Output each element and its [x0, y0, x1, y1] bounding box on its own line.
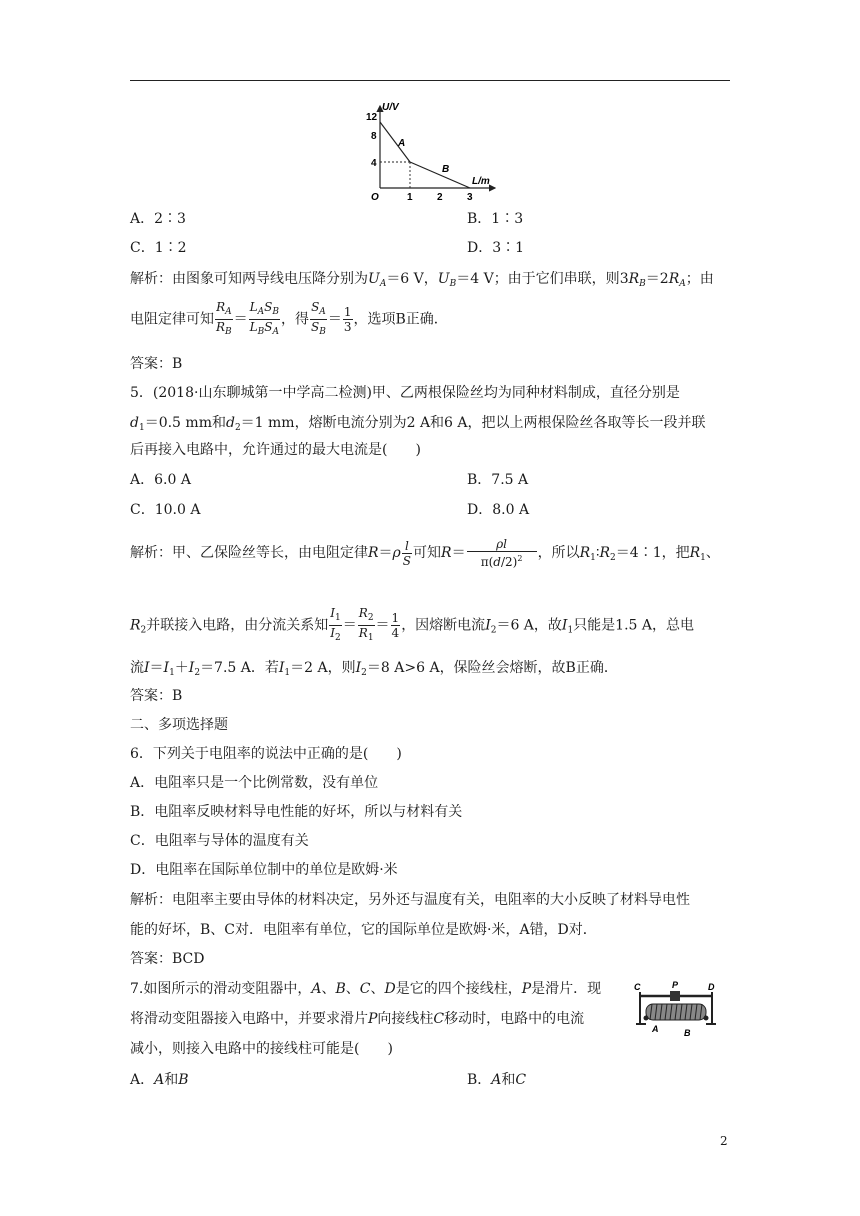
q6-analysis-line1: 解析：电阻率主要由导体的材料决定，另外还与温度有关，电阻率的大小反映了材料导电性	[130, 892, 690, 908]
q5-analysis-line1: 解析：甲、乙保险丝等长，由电阻定律R＝ρ $\frac{l}{S}$ 可知R＝ $\frac{\rho l}{\pi(d/2)^2}$ ，所以$R_1∶R_2=4∶1$，把$R_1$、	[130, 537, 720, 569]
q5-stem-line1: 5．(2018·山东聊城第一中学高二检测)甲、乙两根保险丝均为同种材料制成，直径分别是	[130, 385, 680, 401]
segment-a	[380, 122, 410, 162]
q5-stem-line3: 后再接入电路中，允许通过的最大电流是( )	[130, 442, 421, 458]
label-b: B	[684, 1028, 691, 1038]
y-tick-8: 8	[371, 131, 377, 142]
q5-option-b: B．7.5 A	[467, 472, 529, 488]
x-tick-1: 1	[407, 192, 413, 203]
q6-answer: 答案：BCD	[130, 951, 205, 967]
q6-option-b: B．电阻率反映材料导电性能的好坏，所以与材料有关	[130, 804, 463, 820]
rheostat-figure	[632, 976, 722, 1038]
curve-label-b: B	[442, 164, 450, 175]
page-number: 2	[720, 1134, 728, 1148]
q6-stem: 6．下列关于电阻率的说法中正确的是( )	[130, 746, 402, 762]
q4-option-d: D．3∶1	[467, 240, 525, 256]
segment-b	[410, 162, 470, 188]
q7-option-b: B．A和C	[467, 1072, 527, 1088]
x-tick-3: 3	[467, 192, 473, 203]
curve-label-a: A	[398, 138, 406, 149]
slider-p	[670, 991, 680, 1001]
label-d: D	[708, 982, 715, 992]
q5-analysis-line2: $R_2$并联接入电路，由分流关系知 $\frac{I_1}{I_2}$ ＝ $\frac{R_2}{R_1}$ ＝ $\frac{1}{4}$ ，因熔断电流$I_2=6$ A，故$I_1$只能是1.5 A，总电	[130, 606, 695, 643]
q7-option-a: A．A和B	[130, 1072, 189, 1088]
y-tick-12: 12	[366, 112, 378, 123]
q4-analysis-line2: 电阻定律可知 $\frac{R_A}{R_B}$ ＝ $\frac{L_AS_B}{L_BS_A}$ ，得 $\frac{S_A}{S_B}$ ＝ $\frac{1}{3}$ ，选项B正确．	[130, 300, 448, 337]
q5-answer: 答案：B	[130, 688, 183, 704]
q4-analysis-line1: 解析：由图象可知两导线电压降分别为$U_A=6$ V，$U_B=4$ V；由于它们串联，则$3R_B=2R_A$；由	[130, 271, 714, 289]
x-tick-2: 2	[437, 192, 443, 203]
q4-option-a: A．2∶3	[130, 211, 186, 227]
x-axis-label: L/m	[472, 176, 490, 187]
u-l-graph	[360, 100, 500, 205]
q6-option-c: C．电阻率与导体的温度有关	[130, 833, 309, 849]
q5-option-a: A．6.0 A	[130, 472, 191, 488]
q6-option-a: A．电阻率只是一个比例常数，没有单位	[130, 775, 379, 791]
header-rule	[130, 80, 730, 81]
q4-option-c: C．1∶2	[130, 240, 187, 256]
q5-stem-line2: $d_1=0.5$ mm和$d_2=1$ mm，熔断电流分别为2 A和6 A，把以上两根保险丝各取等长一段并联	[130, 415, 706, 433]
q7-stem-line3: 减小，则接入电路中的接线柱可能是( )	[130, 1041, 393, 1057]
terminal-b	[704, 1016, 709, 1021]
q7-stem-line1: 7.如图所示的滑动变阻器中，A、B、C、D是它的四个接线柱，P是滑片．现	[130, 981, 602, 997]
terminal-a	[644, 1016, 649, 1021]
label-a: A	[652, 1024, 659, 1034]
q4-option-b: B．1∶3	[467, 211, 524, 227]
section-heading: 二、多项选择题	[130, 717, 228, 733]
q4-answer: 答案：B	[130, 356, 183, 372]
label-c: C	[634, 982, 641, 992]
origin-label: O	[371, 192, 379, 203]
label-p: P	[672, 980, 679, 990]
q5-analysis-line3: 流$I=I_1+I_2=7.5$ A．若$I_1=2$ A，则$I_2=8$ A>6 A，保险丝会熔断，故B正确．	[130, 660, 618, 678]
q6-analysis-line2: 能的好坏，B、C对．电阻率有单位，它的国际单位是欧姆·米，A错，D对．	[130, 922, 597, 938]
y-tick-4: 4	[371, 158, 377, 169]
q5-option-d: D．8.0 A	[467, 502, 530, 518]
y-axis-label: U/V	[382, 102, 399, 113]
q5-option-c: C．10.0 A	[130, 502, 201, 518]
q7-stem-line2: 将滑动变阻器接入电路中，并要求滑片P向接线柱C移动时，电路中的电流	[130, 1011, 585, 1027]
q6-option-d: D．电阻率在国际单位制中的单位是欧姆·米	[130, 862, 398, 878]
